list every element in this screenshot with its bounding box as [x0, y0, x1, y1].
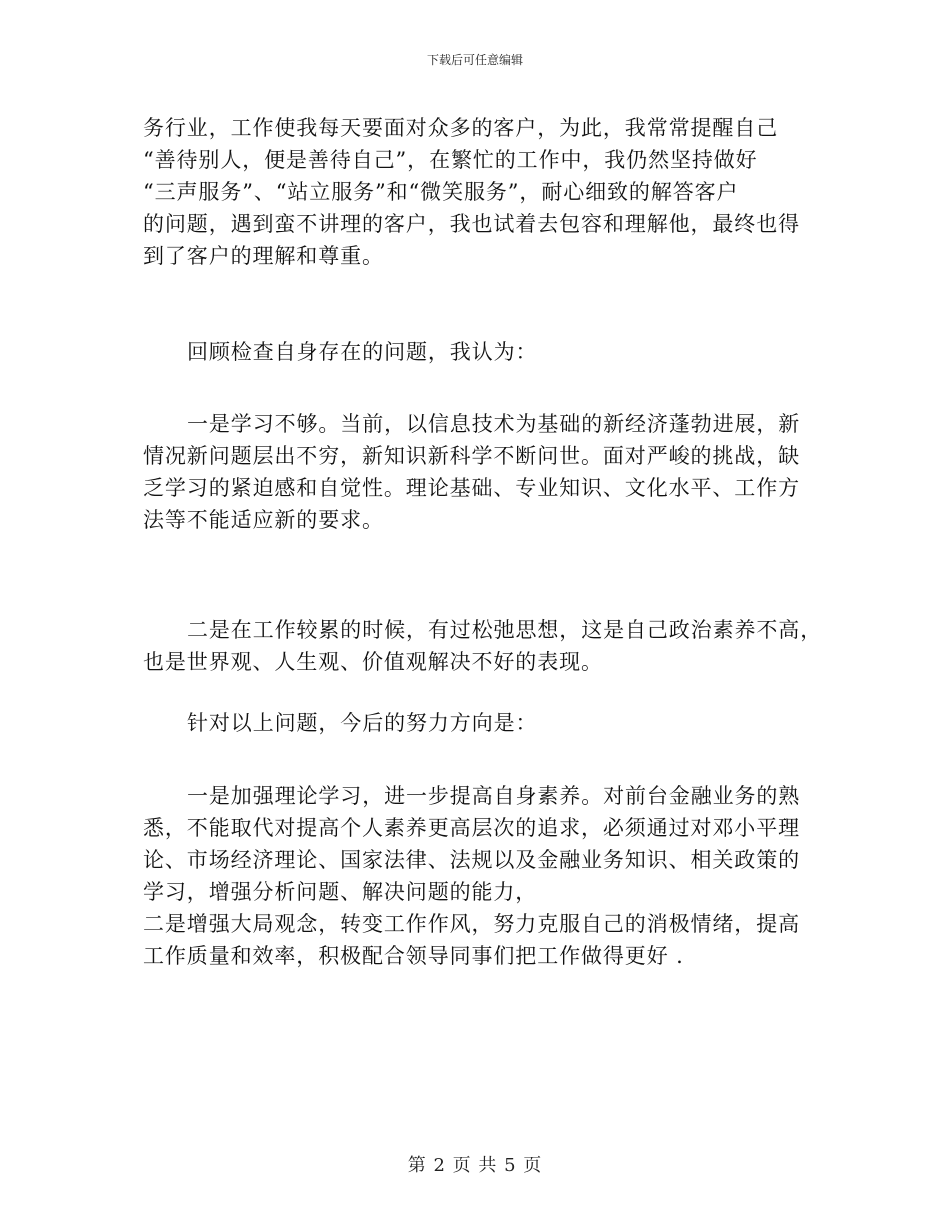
- text-line: 工作质量和效率，积极配合领导同事们把工作做得更好 .: [143, 944, 684, 968]
- text-line: 论、市场经济理论、国家法律、法规以及金融业务知识、相关政策的: [143, 848, 800, 872]
- text-line: 一是加强理论学习，进一步提高自身素养。对前台金融业务的熟: [187, 784, 801, 808]
- text-line: 法等不能适应新的要求。: [143, 508, 384, 532]
- text-line: 针对以上问题，今后的努力方向是：: [187, 711, 538, 735]
- text-line: 到了客户的理解和尊重。: [143, 244, 384, 268]
- text-line: “三声服务”、“站立服务”和“微笑服务”，耐心细致的解答客户: [143, 180, 739, 204]
- text-line: 也是世界观、人生观、价值观解决不好的表现。: [143, 650, 603, 674]
- paragraph: [143, 336, 823, 368]
- text-line: 情况新问题层出不穷，新知识新科学不断问世。面对严峻的挑战，缺: [143, 444, 800, 468]
- paragraph: [143, 780, 823, 972]
- page-number-footer: 第 2 页 共 5 页: [407, 1155, 543, 1176]
- text-line: 务行业，工作使我每天要面对众多的客户，为此，我常常提醒自己: [143, 116, 779, 140]
- text-line: 的问题，遇到蛮不讲理的客户，我也试着去包容和理解他，最终也得: [143, 212, 800, 236]
- paragraph: [143, 112, 823, 272]
- page-header: 下载后可任意编辑: [426, 53, 523, 67]
- text-line: 回顾检查自身存在的问题，我认为：: [187, 340, 538, 364]
- text-line: “善待别人，便是善待自己”，在繁忙的工作中，我仍然坚持做好: [143, 148, 758, 172]
- paragraph: [143, 707, 823, 739]
- text-line: 乏学习的紧迫感和自觉性。理论基础、专业知识、文化水平、工作方: [143, 476, 800, 500]
- paragraph: [143, 408, 823, 536]
- text-line: 二是在工作较累的时候，有过松弛思想，这是自己政治素养不高，: [187, 618, 823, 642]
- text-line: 悉，不能取代对提高个人素养更高层次的追求，必须通过对邓小平理: [143, 816, 800, 840]
- paragraph: [143, 614, 823, 678]
- text-line: 一是学习不够。当前，以信息技术为基础的新经济蓬勃进展，新: [187, 412, 801, 436]
- text-line: 二是增强大局观念，转变工作作风，努力克服自己的消极情绪，提高: [143, 912, 800, 936]
- text-line: 学习，增强分析问题、解决问题的能力，: [143, 880, 538, 904]
